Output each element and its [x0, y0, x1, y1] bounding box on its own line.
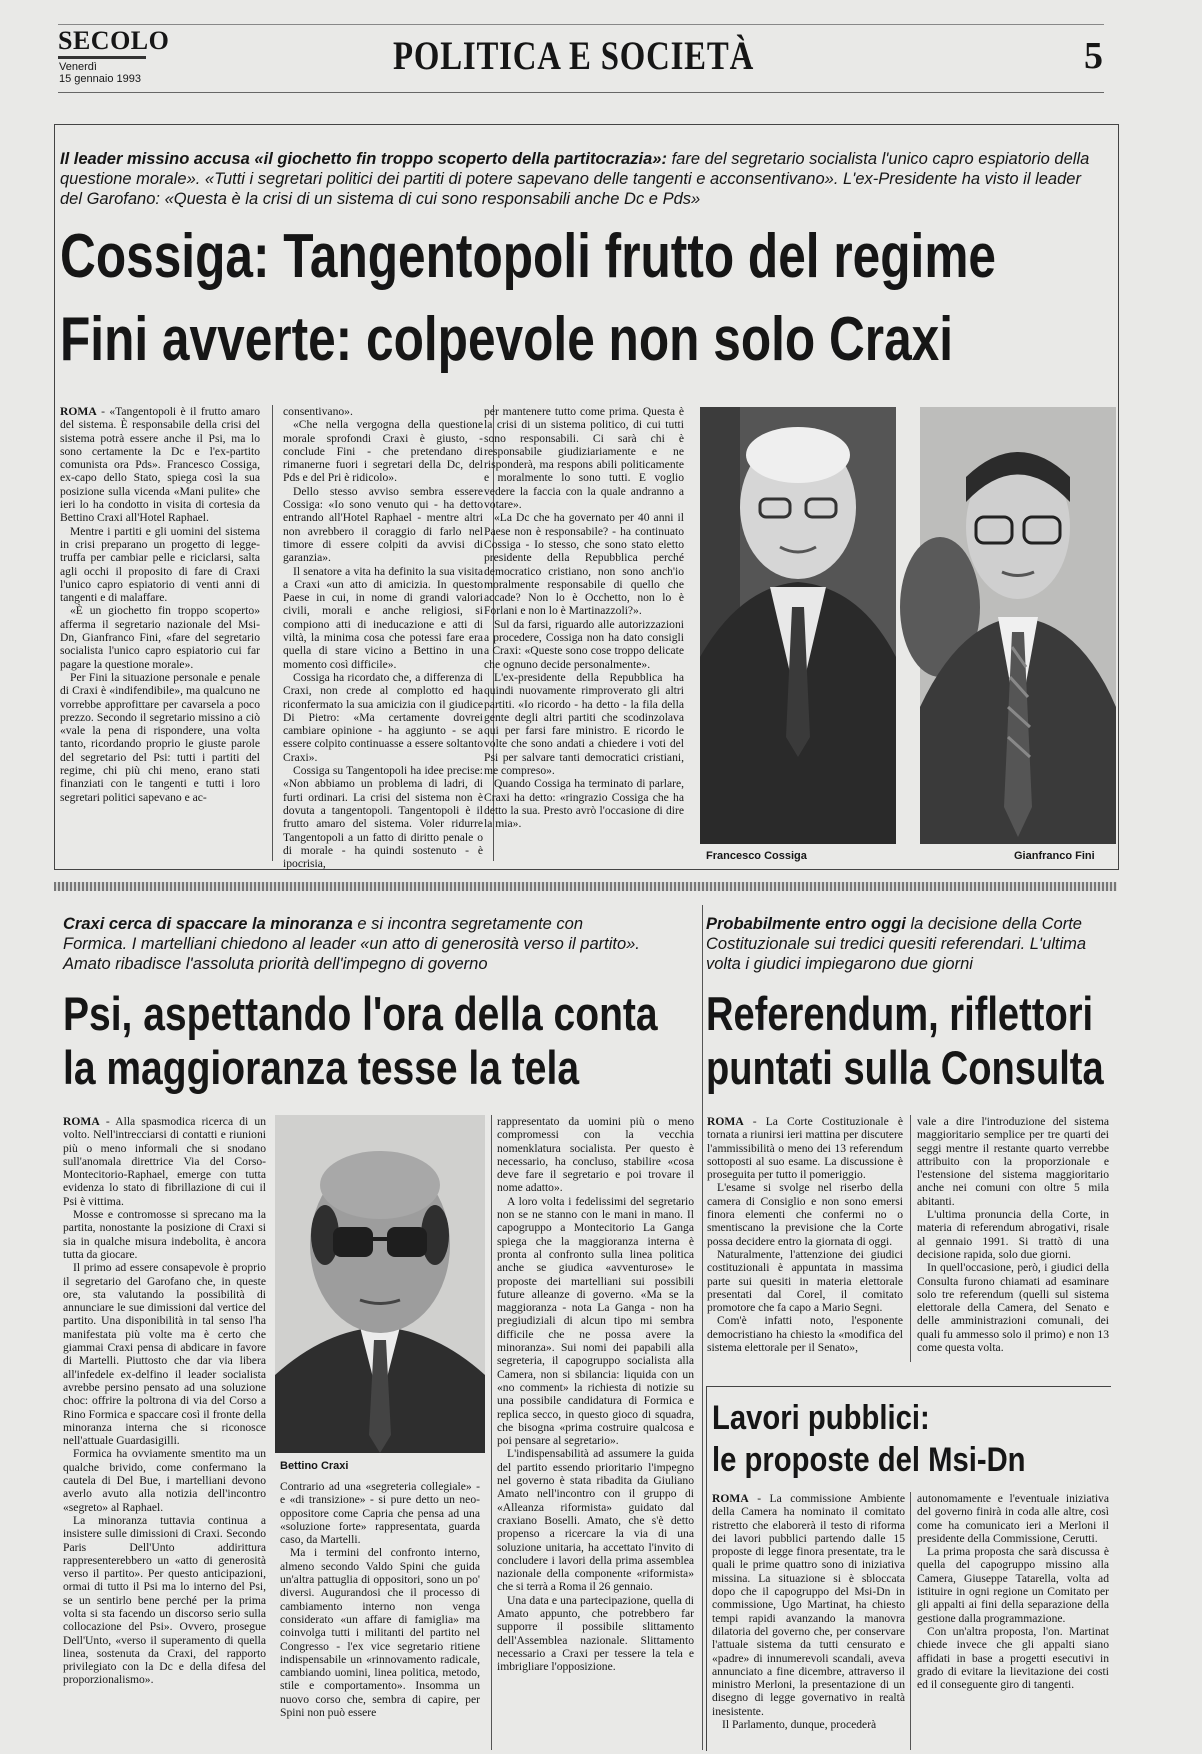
- referendum-kicker: [706, 914, 1106, 974]
- lead-column-1: ROMA - «Tangentopoli è il frutto amaro del sistema. È responsabile della crisi del sistema potrà essere anche il Psi, ma lo sono certamente la Dc e l'ex-partito comunista ora Pds». Francesco Cossiga, ex-capo dello Stato, spiega così la sua posizione sulla vicenda «Mani pulite» che ieri lo ha condotto in visita di cortesia da Bettino Craxi all'Hotel Raphael. Mentre i partiti e gli uomini del sistema in crisi preparano un progetto di legge-truffa per cambiar pelle e riciclarsi, salta agli occhi il proposito di fare di Craxi l'unico capro espiatorio di venti anni di tangenti e di malaffare. «È un giochetto fin troppo scoperto» afferma il segretario nazionale del Msi-Dn, Gianfranco Fini, «fare del segretario socialista l'unico capro espiatorio cui far pagare la questione morale». Per Fini la situazione personale e penale di Craxi è «indifendibile», ma qualcuno ne vorrebbe approfittare per cavarsela a poco prezzo. Secondo il segretario missino a ciò «vale la pena di rispondere, una volta tanto, ricordando proprio le giuste parole del segretario del Psi: tutti i partiti del regime, chi più chi meno, erano stati finanziati con le tangenti e tutti i loro segretari politici sapevano e ac-: [60, 405, 260, 804]
- lavori-dateline: ROMA: [712, 1492, 749, 1505]
- referendum-column-2: vale a dire l'introduzione del sistema maggioritario semplice per tre quarti dei seggi mentre il restante quarto verrebbe attribuito con la proporzionale e l'estensione del sistema maggioritario anche nei comuni con oltre 5 mila abitanti. L'ultima pronuncia della Corte, in materia di referendum abrogativi, risale al gennaio 1991. Si trattò di una decisione rapida, solo due giorni. In quell'occasione, però, i giudici della Consulta furono chiamati ad esaminare solo tre referendum (quelli sul sistema elettorale della Camera, del Senato e delle amministrazioni comunali, dei quali fu ammesso solo il primo) e non 13 come questa volta.: [917, 1115, 1109, 1355]
- referendum-dateline: ROMA: [707, 1115, 744, 1128]
- lead-kicker-text: fare del segretario socialista l'unico capro espiatorio della questione morale». «Tutti i segretari politici dei partiti di potere sapevano delle tangenti e acconsentivano». L'ex-Presidente ha visto il leader del Garofano: «Questa è la crisi di un sistema di cui sono responsabili anche Dc e Pds»: [60, 150, 1090, 208]
- psi-headline-line1: Psi, aspettando l'ora della conta: [63, 987, 658, 1040]
- lavori-column-1: ROMA - La commissione Ambiente della Camera ha nominato il comitato ristretto che elaborerà il testo di riforma dei lavori pubblici partendo dalle 15 proposte di legge finora presentate, tra le quali le prime quattro sono di iniziativa missina. La situazione si è sbloccata dopo che il capogruppo del Msi-Dn in commissione, Ugo Martinat, ha chiesto tempi rapidi avanzando la manovra dilatoria del governo che, per conservare l'attuale sistema da tutti censurato e «padre» di innumerevoli scandali, aveva annunciato a fine dicembre, attraverso il ministro Merloni, la presentazione di un disegno di legge governativo in realtà inesistente. Il Parlamento, dunque, procederà: [712, 1492, 905, 1732]
- lavori-column-2: autonomamente e l'eventuale iniziativa del governo finirà in coda alle altre, così come ha comunicato ieri a Merloni il presidente della Commissione, Cerutti. La prima proposta che sarà discussa è quella del capogruppo missino alla Camera, Giuseppe Tatarella, volta ad istituire in ogni regione un Comitato per gli appalti ai fini della separazione della gestione dalla programmazione. Con un'altra proposta, l'on. Martinat chiede invece che gli appalti siano affidati in base a progetti esecutivi in grado di evitare la lievitazione dei costi ed il conseguente giro di tangenti.: [917, 1492, 1109, 1692]
- referendum-headline-line1: Referendum, riflettori: [706, 987, 1094, 1040]
- lavori-headline-line2: le proposte del Msi-Dn: [712, 1441, 1026, 1479]
- portrait-cossiga-image: [700, 407, 896, 844]
- psi-column-3: rappresentato da uomini più o meno compromessi con la vecchia nomenklatura socialista. Per questo è necessario, ha concluso, stabilire «cosa deve fare il segretario e poi trovare il nome adatto». A loro volta i fedelissimi del segretario non se ne stanno con le mani in mano. Il capogruppo a Montecitorio La Ganga spiega che la maggioranza interna è pronta al confronto sulla linea politica anche se giudica «avventurose» le proposte dei martelliani sui possibili future alleanze di governo. «Ma se la maggioranza - nota La Ganga - non ha pregiudiziali di alcun tipo mi sembra difficile che ne possa avere la minoranza». Sui nomi dei papabili alla segreteria, il capogruppo socialista alla Camera, non si sbilancia: liquida con un «no comment» la richiesta di notizie su una possibile candidatura di Formica e replica secco, in questo gioco di squadra, che bisogna «prima costruire qualcosa e poi pensare al segretario». L'indispensabilità ad assumere la guida del partito essendo prioritario l'impegno nel governo è stata ribadita da Giuliano Amato nell'incontro con il gruppo di «Alleanza riformista» guidato dal craxiano Boselli. Amato, che s'è detto propenso a ricercare la via di una soluzione unitaria, ha accettato l'invito di concludere i lavori della prima assemblea nazionale della componente «riformista» che si terrà a Roma il 26 gennaio. Una data e una partecipazione, quella di Amato appunto, che potrebbero far supporre il possibile slittamento dell'Assemblea nazionale. Slittamento necessario a Craxi per tessere la tela e imbrigliare l'opposizione.: [497, 1115, 694, 1674]
- lead-kicker: [60, 149, 1090, 209]
- portrait-craxi-image: [275, 1115, 485, 1453]
- lead-kicker-bold: Il leader missino accusa «il giochetto fin troppo scoperto della partitocrazia»:: [60, 150, 667, 168]
- cossiga-photo: [700, 407, 896, 844]
- lead-column-2: consentivano». «Che nella vergogna della questione morale sprofondi Craxi è giusto, - conclude Fini - che pretendano di rimanerne fuori i segretari della Dc, del Pds e del Pri è ridicolo». Dello stesso avviso sembra essere Cossiga: «Io sono venuto qui - ha detto entrando all'Hotel Raphael - mentre altri non avrebbero il coraggio di farlo nel timore di essere colpiti da avvisi di garanzia». Il senatore a vita ha definito la sua visita a Craxi «un atto di amicizia. In questo Paese in cui, in nome di grandi valori civili, morali e anche religiosi, si compiono atti di ineducazione e atti di viltà, la minima cosa che potessi fare era quella di stare vicino a Bettino in un momento così difficile». Cossiga ha ricordato che, a differenza di Craxi, non crede al complotto ed ha riconfermato la sua amicizia con il giudice Di Pietro: «Ma certamente dovrei cambiare opinione - ha aggiunto - se a essere colpito continuasse a essere soltanto Craxi». Cossiga su Tangentopoli ha idee precise: «Non abbiamo un problema di ladri, di furti ordinari. La crisi del sistema non è dovuta a tangentopoli. Tangentopoli è il frutto amaro del sistema. Voler ridurre Tangentopoli a un fatto di diritto penale o di morale - ha quindi sostenuto - è ipocrisia,: [283, 405, 483, 871]
- referendum-column-1: ROMA - La Corte Costituzionale è tornata a riunirsi ieri mattina per discutere l'ammissibilità o meno dei 13 referendum sottoposti al suo esame. La discussione è proseguita per tutto il pomeriggio. L'esame si svolge nel riserbo della camera di Consiglio e non sono emersi finora elementi che confermi no o smentiscano la previsione che la Corte possa decidere entro la giornata di oggi. Naturalmente, l'attenzione dei giudici costituzionali è appuntata in massima parte sui quesiti in materia elettorale presentati dal Corel, il comitato promotore che fa capo a Mario Segni. Com'è infatti noto, l'esponente democristiano ha chiesto la «modifica del sistema elettorale per il Senato»,: [707, 1115, 903, 1355]
- psi-column-2: Contrario ad una «segreteria collegiale» - e «di transizione» - si pure detto un neo-oppositore come Capria che pensa ad una «soluzione forte» rappresentata, guarda caso, da Martelli. Ma i termini del confronto interno, almeno secondo Valdo Spini che guida un'altra pattuglia di oppositori, sono un po' diversi. Augurandosi che il processo di cambiamento interno non venga considerato «un affare di famiglia» ma coinvolga tutti i militanti del partito nel Congresso - l'ex vice segretario ritiene indispensabile un «rinnovamento radicale, cambiando uomini, linea politica, metodo, stile e comportamento». Insomma un nuovo corso che, sembra di capire, per Spini non può essere: [280, 1480, 480, 1720]
- cossiga-caption: Francesco Cossiga: [706, 850, 807, 862]
- issue-date: 15 gennaio 1993: [59, 73, 141, 85]
- page-number: 5: [1084, 35, 1103, 77]
- portrait-fini-image: [920, 407, 1116, 844]
- fini-caption: Gianfranco Fini: [1014, 850, 1095, 862]
- psi-column-1: ROMA - Alla spasmodica ricerca di un volto. Nell'intrecciarsi di contatti e riunioni più o meno informali che si snodano sull'anomala direttrice Via del Corso-Montecitorio-Raphael, emerge con tutta evidenza lo stato di fibrillazione di cui il Psi è vittima. Mosse e contromosse si sprecano ma la partita, nonostante la posizione di Craxi si sia in qualche misura indebolita, è ancora tutta da giocare. Il primo ad essere consapevole è proprio il segretario del Garofano che, in queste ore, sta valutando la possibilità di annunciare le sue dimissioni dal vertice del partito. Una disponibilità in tal senso l'ha manifestata più volte ma è certo che giammai Craxi pensa di abdicare in favore di Martelli. Piuttosto che dar via libera all'infedele ex-delfino il leader socialista avrebbe persino pensato ad una soluzione choc: offrire la poltrona di via del Corso a Rino Formica e spaccare così il fronte della minoranza interna che si riconosce nell'attuale Guardasigilli. Formica ha ovviamente smentito ma un qualche brivido, come confermano la cautela di Del Bue, i martelliani devono averlo avuto alla notizia dell'incontro «segreto» al Raphael. La minoranza tuttavia continua a insistere sulle dimissioni di Craxi. Secondo Paris Dell'Unto addirittura rappresenterebbero un «atto di generosità verso il partito». Per questo anticipazioni, ormai di tutto il Psi ma lo interno del Psi, se un sentirlo bene perché per la prima volta si sta facendo un discorso serio sulla collocazione del Psi». Ovvero, prosegue Dell'Unto, «verso il superamento di quella linea, sostenuta da Craxi, del rapporto privilegiato con la Dc e della difesa del proporzionalismo».: [63, 1115, 266, 1687]
- issue-day: Venerdì: [59, 61, 97, 73]
- referendum-kicker-bold: Probabilmente entro oggi: [706, 915, 906, 933]
- psi-kicker-bold: Craxi cerca di spaccare la minoranza: [63, 915, 353, 933]
- section-title: POLITICA E SOCIETÀ: [393, 33, 755, 78]
- craxi-photo: [275, 1115, 485, 1453]
- psi-dateline: ROMA: [63, 1115, 100, 1128]
- section-separator: [54, 882, 1117, 891]
- craxi-caption: Bettino Craxi: [280, 1460, 349, 1472]
- lead-dateline: ROMA: [60, 405, 97, 418]
- referendum-kicker-text: la decisione della Corte Costituzionale sui tredici quesiti referendari. L'ultima volta i giudici impiegarono due giorni: [706, 915, 1087, 973]
- lead-headline-line2: Fini avverte: colpevole non solo Craxi: [60, 305, 954, 374]
- lead-headline-line1: Cossiga: Tangentopoli frutto del regime: [60, 222, 997, 291]
- psi-kicker: [63, 914, 643, 974]
- lavori-headline-line1: Lavori pubblici:: [712, 1399, 930, 1437]
- newspaper-logo: SECOLO: [58, 26, 170, 55]
- referendum-headline-line2: puntati sulla Consulta: [706, 1041, 1104, 1094]
- psi-headline-line2: la maggioranza tesse la tela: [63, 1041, 580, 1094]
- lead-column-3: per mantenere tutto come prima. Questa è la crisi di un sistema politico, di cui tutti sono responsabili. Ci sarà chi è responsabile giudiziariamente e ne risponderà, ma respons abili politicamente e moralmente lo sono tutti. E voglio vedere la faccia con la quale andranno a votare». «La Dc che ha governato per 40 anni il Paese non è responsabile? - ha continuato Cossiga - Io stesso, che sono stato eletto presidente della Repubblica perché democratico cristiano, non sono anch'io moralmente responsabile di quello che accade? Non lo è Occhetto, non lo è Forlani e non lo è Martinazzoli?». Sul da farsi, riguardo alle autorizzazioni a procedere, Cossiga non ha dato consigli a Craxi: «Queste sono cose troppo delicate che ognuno decide personalmente». L'ex-presidente della Repubblica ha quindi nuovamente rimproverato gli altri partiti. «Io ricordo - ha detto - la fila della gente degli altri partiti che scodinzolava qui per farsi fare ministro. E ricordo le volte che sono andati a chiedere i voti del Psi per salvare tanti democratici cristiani, me compreso». Quando Cossiga ha terminato di parlare, Craxi ha detto: «ringrazio Cossiga che ha detto la sua. Presto avrò l'occasione di dire la mia».: [484, 405, 684, 831]
- fini-photo: [920, 407, 1116, 844]
- psi-kicker-text: e si incontra segretamente con Formica. I martelliani chiedono al leader «un atto di generosità verso il partito». Amato ribadisce l'assoluta priorità dell'impegno di governo: [63, 915, 640, 973]
